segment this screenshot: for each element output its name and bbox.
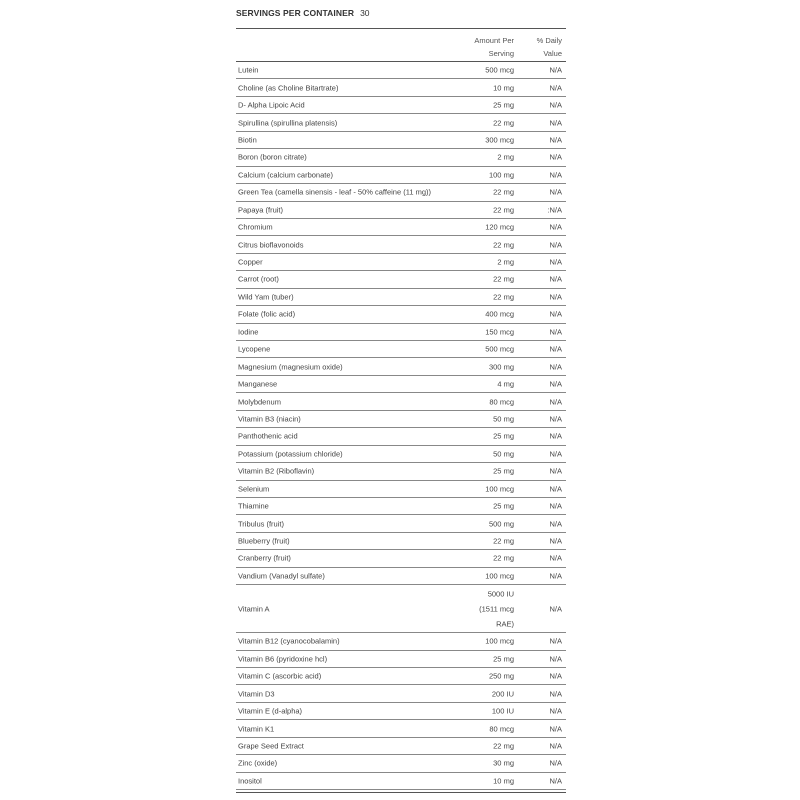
daily-value: N/A	[549, 362, 562, 372]
daily-value: N/A	[549, 758, 562, 768]
daily-value: N/A	[549, 274, 562, 284]
daily-value: N/A	[549, 309, 562, 319]
daily-value: N/A	[549, 553, 562, 563]
table-row	[236, 773, 566, 790]
dv-header-line2: Value	[543, 49, 562, 58]
amount-per-serving: 250 mg	[488, 671, 514, 681]
nutrient-name: Cranberry (fruit)	[238, 553, 291, 563]
bottom-rule	[236, 792, 566, 793]
amount-per-serving: 100 IU	[491, 706, 514, 716]
daily-value: N/A	[549, 257, 562, 267]
nutrient-name: Copper	[238, 257, 263, 267]
table-row	[236, 324, 566, 341]
table-row	[236, 446, 566, 463]
daily-value: N/A	[549, 449, 562, 459]
table-row	[236, 114, 566, 131]
table-row	[236, 358, 566, 375]
daily-value: N/A	[549, 65, 562, 75]
table-row	[236, 668, 566, 685]
amount-per-serving: 22 mg	[493, 292, 514, 302]
amount-per-serving: 100 mcg	[485, 571, 514, 581]
table-row	[236, 271, 566, 288]
nutrient-name: Vitamin B6 (pyridoxine hcl)	[238, 654, 328, 664]
amount-per-serving: 2 mg	[497, 152, 514, 162]
daily-value: :N/A	[547, 205, 562, 215]
nutrient-name: Magnesium (magnesium oxide)	[238, 362, 343, 372]
amount-per-serving: 400 mcg	[485, 309, 514, 319]
amount-per-serving: 50 mg	[493, 449, 514, 459]
amount-per-serving: 25 mg	[493, 654, 514, 664]
daily-value: N/A	[549, 152, 562, 162]
nutrient-name: Molybdenum	[238, 397, 281, 407]
daily-value: N/A	[549, 636, 562, 646]
nutrient-name: Green Tea (camella sinensis - leaf - 50% caffeine (11 mg))	[238, 187, 432, 197]
table-row	[236, 463, 566, 480]
daily-value: N/A	[549, 484, 562, 494]
nutrient-name: Vandium (Vanadyl sulfate)	[238, 571, 325, 581]
table-row	[236, 184, 566, 201]
daily-value: N/A	[549, 431, 562, 441]
daily-value: N/A	[549, 135, 562, 145]
amount-per-serving: 80 mcg	[489, 397, 514, 407]
table-row	[236, 738, 566, 755]
daily-value: N/A	[549, 187, 562, 197]
nutrient-name: Iodine	[238, 327, 259, 337]
table-row	[236, 533, 566, 550]
amount-per-serving: 22 mg	[493, 274, 514, 284]
table-row	[236, 306, 566, 323]
nutrient-name: Blueberry (fruit)	[238, 536, 290, 546]
amount-header-line1: Amount Per	[474, 36, 514, 45]
nutrient-name: Tribulus (fruit)	[238, 519, 284, 529]
table-row	[236, 149, 566, 166]
table-row	[236, 219, 566, 236]
amount-per-serving: 25 mg	[493, 466, 514, 476]
nutrient-name: Spirullina (spirullina platensis)	[238, 118, 338, 128]
amount-per-serving: 500 mcg	[485, 344, 514, 354]
daily-value: N/A	[549, 741, 562, 751]
daily-value: N/A	[549, 414, 562, 424]
daily-value: N/A	[549, 170, 562, 180]
amount-per-serving: 10 mg	[493, 776, 514, 786]
nutrient-name: D- Alpha Lipoic Acid	[238, 100, 305, 110]
table-row	[236, 167, 566, 184]
table-row	[236, 585, 566, 633]
table-row	[236, 341, 566, 358]
amount-per-serving: 300 mg	[488, 362, 514, 372]
amount-per-serving: 2 mg	[497, 257, 514, 267]
daily-value: N/A	[549, 397, 562, 407]
daily-value: N/A	[549, 292, 562, 302]
nutrient-name: Biotin	[238, 135, 257, 145]
table-row	[236, 498, 566, 515]
nutrient-name: Chromium	[238, 222, 273, 232]
daily-value: N/A	[549, 689, 562, 699]
amount-per-serving: 300 mcg	[485, 135, 514, 145]
top-rule	[236, 28, 566, 29]
amount-line: RAE)	[496, 619, 514, 629]
daily-value: N/A	[549, 571, 562, 581]
table-row	[236, 651, 566, 668]
amount-per-serving: 10 mg	[493, 83, 514, 93]
nutrient-name: Vitamin K1	[238, 724, 275, 734]
table-row	[236, 79, 566, 96]
table-row	[236, 568, 566, 585]
table-row	[236, 515, 566, 532]
column-header	[236, 30, 566, 60]
nutrient-name: Potassium (potassium chloride)	[238, 449, 343, 459]
daily-value: N/A	[549, 379, 562, 389]
nutrient-name: Lycopene	[238, 344, 271, 354]
table-row	[236, 62, 566, 79]
nutrient-name: Carrot (root)	[238, 274, 279, 284]
nutrient-name: Manganese	[238, 379, 278, 389]
daily-value: N/A	[549, 222, 562, 232]
nutrient-name: Vitamin D3	[238, 689, 275, 699]
nutrient-name: Citrus bioflavonoids	[238, 240, 304, 250]
table-row	[236, 633, 566, 650]
table-row	[236, 411, 566, 428]
daily-value: N/A	[549, 706, 562, 716]
amount-per-serving: 500 mcg	[485, 65, 514, 75]
daily-value: N/A	[549, 724, 562, 734]
amount-per-serving: 25 mg	[493, 431, 514, 441]
dv-header-line1: % Daily	[536, 36, 562, 45]
amount-per-serving: 25 mg	[493, 100, 514, 110]
daily-value: N/A	[549, 344, 562, 354]
nutrient-name: Calcium (calcium carbonate)	[238, 170, 334, 180]
amount-per-serving: 200 IU	[491, 689, 514, 699]
table-row	[236, 393, 566, 410]
amount-per-serving: 500 mg	[488, 519, 514, 529]
daily-value: N/A	[549, 519, 562, 529]
amount-per-serving: 50 mg	[493, 414, 514, 424]
daily-value: N/A	[549, 466, 562, 476]
amount-per-serving: 100 mcg	[485, 484, 514, 494]
amount-per-serving	[434, 586, 514, 631]
daily-value: N/A	[549, 536, 562, 546]
table-row	[236, 254, 566, 271]
servings-value: 30	[360, 8, 370, 18]
nutrient-name: Selenium	[238, 484, 270, 494]
table-row	[236, 550, 566, 567]
amount-per-serving: 30 mg	[493, 758, 514, 768]
nutrient-name: Thiamine	[238, 501, 269, 511]
table-row	[236, 755, 566, 772]
amount-per-serving: 22 mg	[493, 741, 514, 751]
nutrient-name: Choline (as Choline Bitartrate)	[238, 83, 339, 93]
daily-value-header	[518, 34, 562, 60]
amount-per-serving: 120 mcg	[485, 222, 514, 232]
nutrient-name: Vitamin E (d-alpha)	[238, 706, 303, 716]
daily-value: N/A	[549, 327, 562, 337]
daily-value: N/A	[549, 100, 562, 110]
nutrient-name: Panthothenic acid	[238, 431, 298, 441]
servings-per-container	[236, 8, 370, 18]
amount-per-serving: 80 mcg	[489, 724, 514, 734]
table-row	[236, 202, 566, 219]
nutrient-name: Boron (boron citrate)	[238, 152, 307, 162]
amount-header-line2: Serving	[488, 49, 514, 58]
table-row	[236, 132, 566, 149]
daily-value: N/A	[549, 671, 562, 681]
amount-per-serving: 25 mg	[493, 501, 514, 511]
servings-label: SERVINGS PER CONTAINER	[236, 8, 355, 18]
table-row	[236, 289, 566, 306]
daily-value: N/A	[549, 604, 562, 614]
nutrient-table	[236, 62, 566, 790]
daily-value: N/A	[549, 118, 562, 128]
amount-per-serving: 22 mg	[493, 553, 514, 563]
table-row	[236, 720, 566, 737]
table-row	[236, 236, 566, 253]
nutrient-name: Zinc (oxide)	[238, 758, 278, 768]
nutrient-name: Vitamin B12 (cyanocobalamin)	[238, 636, 340, 646]
nutrient-name: Vitamin C (ascorbic acid)	[238, 671, 322, 681]
daily-value: N/A	[549, 654, 562, 664]
nutrient-name: Vitamin B3 (niacin)	[238, 414, 301, 424]
amount-per-serving: 150 mcg	[485, 327, 514, 337]
daily-value: N/A	[549, 776, 562, 786]
amount-per-serving: 100 mg	[488, 170, 514, 180]
amount-per-serving: 22 mg	[493, 187, 514, 197]
nutrient-name: Vitamin A	[238, 604, 270, 614]
table-row	[236, 376, 566, 393]
amount-line: 5000 IU	[487, 589, 514, 599]
nutrient-name: Vitamin B2 (Riboflavin)	[238, 466, 315, 476]
nutrient-name: Folate (folic acid)	[238, 309, 296, 319]
nutrient-name: Grape Seed Extract	[238, 741, 304, 751]
amount-per-serving: 100 mcg	[485, 636, 514, 646]
nutrient-name: Lutein	[238, 65, 259, 75]
table-row	[236, 685, 566, 702]
nutrient-name: Inositol	[238, 776, 262, 786]
amount-per-serving: 22 mg	[493, 536, 514, 546]
daily-value: N/A	[549, 83, 562, 93]
nutrient-name: Wild Yam (tuber)	[238, 292, 294, 302]
table-row	[236, 97, 566, 114]
amount-per-serving: 4 mg	[497, 379, 514, 389]
amount-per-serving: 22 mg	[493, 240, 514, 250]
table-row	[236, 428, 566, 445]
daily-value: N/A	[549, 501, 562, 511]
table-row	[236, 481, 566, 498]
nutrient-name: Papaya (fruit)	[238, 205, 284, 215]
table-row	[236, 703, 566, 720]
daily-value: N/A	[549, 240, 562, 250]
amount-per-serving-header	[444, 34, 514, 60]
amount-line: (1511 mcg	[479, 604, 514, 614]
amount-per-serving: 22 mg	[493, 205, 514, 215]
amount-per-serving: 22 mg	[493, 118, 514, 128]
